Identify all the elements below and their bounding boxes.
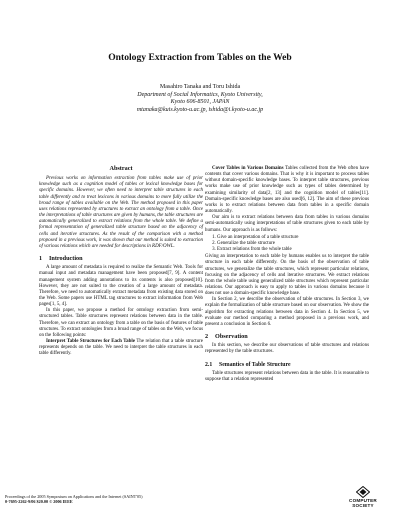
list-item: 3. Extract relations from the whole table xyxy=(217,247,369,253)
isbn-line: 0-7695-2262-9/06 $20.00 © 2006 IEEE xyxy=(5,499,73,505)
logo-line-2: SOCIETY xyxy=(352,503,374,508)
paper-title: Ontology Extraction from Tables on the Web xyxy=(108,52,292,63)
right-column xyxy=(205,166,369,383)
section-title: Introduction xyxy=(49,255,83,263)
organization-paragraph: In Section 2, we describe the observation of table structures. In Section 3, we explain the formalization of table structure based on our observation. We show the algorithm for extracting relations between data in Section 4. In Section 5, we evaluate our method comparing a method proposed in a previous work, and present a conclusion in Section 6. xyxy=(205,297,369,327)
approach-steps-list xyxy=(205,235,369,253)
list-item: 2. Generalize the table structure xyxy=(217,241,369,247)
computer-society-logo xyxy=(340,486,386,508)
intro-paragraph-1: A large amount of metadata is required to realize the Semantic Web. Tools for manual input and metadata management have been proposed[7, 9]. A content management system adding annotations to its contents is also proposed[10]. However, they are not suited to the creation of a large amount of metadata. Therefore, we need to automatically extract metadata from existing data stored on the Web. Some papers use HTML tag structures to extract information from Web pages[1, 5, 4]. xyxy=(39,265,203,308)
cover-paragraph xyxy=(205,166,369,215)
section-heading-observation xyxy=(205,334,369,340)
section-title: Observation xyxy=(215,333,248,341)
author-address: Kyoto 606-8501, JAPAN xyxy=(170,99,230,106)
after-steps-paragraph: Giving an interpretation to each table by humans enables us to interpret the table structure in each table differently. On the basis of the observation of table structures, we generalize the table structures, which represent particular relations, focusing on the adjacency of cells and iterative structures. We extract relations from the whole table using generalized table structures which represent particular relations. Our approach is easy to apply to tables in various domains because it does not use a domain-specific knowledge base. xyxy=(205,254,369,297)
author-names: Masahiro Tanaka and Toru Ishida xyxy=(159,84,241,90)
ieee-diamond-icon xyxy=(356,486,370,498)
subsection-title: Semantics of Table Structure xyxy=(219,361,291,368)
run-in-heading: Interpret Table Structures for Each Table xyxy=(46,339,135,345)
author-block xyxy=(0,84,400,114)
section-number: 1 xyxy=(39,255,43,263)
left-column xyxy=(39,166,203,358)
logo-line-1: COMPUTER xyxy=(349,498,377,503)
list-item: 1. Give an interpretation of a table structure xyxy=(217,235,369,241)
interpret-paragraph xyxy=(39,339,203,357)
section-heading-introduction xyxy=(39,256,203,262)
subsection-number: 2.1 xyxy=(205,361,213,368)
page-footer xyxy=(5,494,143,504)
paragraph-text: Tables collected from the Web often have contents that cover various domains. That is why it is important to process tables without domain-specific knowledge bases. To interpret table structures, previous works make use of prior knowledge such as types of tables determined by examining similarity of data[2, 13] and the cognition model of tables[11]. Domain-specific knowledge bases are also used[6, 12]. The aim of these previous works is to extract relations between data from tables in a specific domain automatically. xyxy=(205,166,369,215)
section-number: 2 xyxy=(205,333,209,341)
aim-paragraph: Our aim is to extract relations between data from tables in various domains semi-automatically using interpretations of table structures given to each table by humans. Our approach is as follows: xyxy=(205,215,369,233)
run-in-heading: Cover Tables in Various Domains xyxy=(212,166,284,171)
author-department: Department of Social Informatics, Kyoto University, xyxy=(137,91,263,98)
semantics-paragraph: Table structures represent relations between data in the table. It is reasonable to suppose that a relation represented xyxy=(205,370,369,382)
paragraph-text: The relation that a table structure represents depends on the table. We need to interpret the table structures in each table differently. xyxy=(39,339,203,357)
abstract-text: Previous works on information extraction from tables make use of prior knowledge such as a cognition model of tables or lexical knowledge bases for specific domains. However, we often need to interpret table structures in each table differently and to treat lexicons in various domains to more fully utilize the broad range of tables available on the Web. The method proposed in this paper uses relations represented by structures to extract an ontology from a table. Once the interpretations of table structures are given by humans, the table structures are automatically generalized to extract relations from the whole table. We define a formal representation of generalized table structure based on the adjacency of cells and iterative structures. As the result of the comparison with a method proposed in a previous work, it was shown that our method is suited to extraction of various relations which are needed for descriptions in RDF/OWL. xyxy=(39,176,203,249)
author-emails: mtanaka@kuis.kyoto-u.ac.jp, ishida@i.kyoto-u.ac.jp xyxy=(136,106,264,113)
observation-paragraph: In this section, we describe our observations of table structures and relations represented by the table structures. xyxy=(205,343,369,355)
subsection-heading-semantics xyxy=(205,362,369,368)
intro-paragraph-2: In this paper, we propose a method for ontology extraction from semi-structured tables. Table structures represent relations between data in the table. Therefore, we can extract an ontology from a table on the basis of features of table structures. To extract ontologies from a broad range of tables on the Web, we focus on the following points: xyxy=(39,308,203,338)
proceedings-line: Proceedings of the 2005 Symposium on Applications and the Internet (SAINT'05) xyxy=(5,494,143,499)
abstract-heading: Abstract xyxy=(109,165,133,172)
